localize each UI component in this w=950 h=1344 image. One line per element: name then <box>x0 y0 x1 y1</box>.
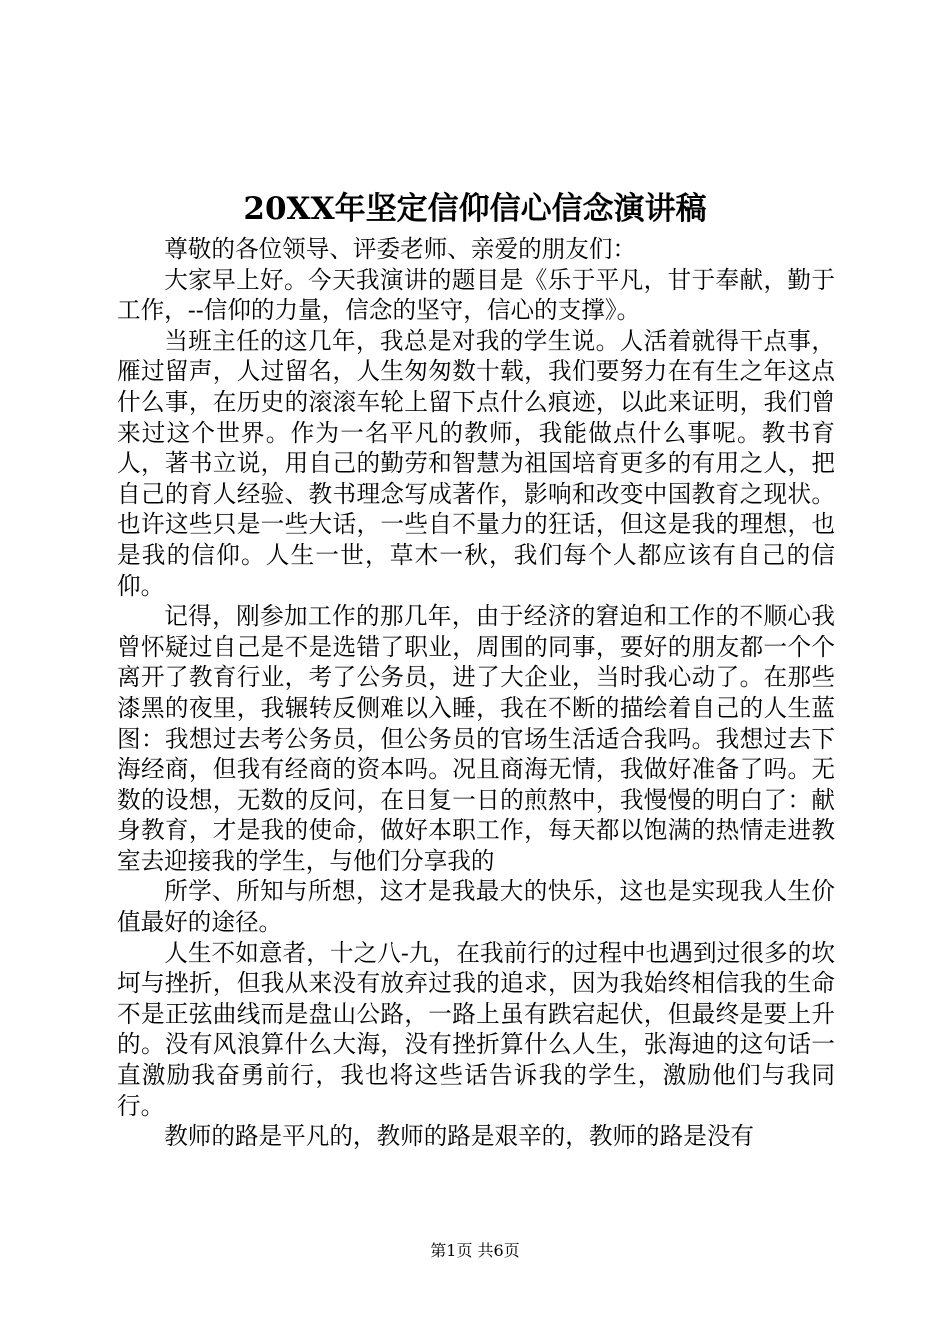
paragraph-head-teacher: 当班主任的这几年，我总是对我的学生说。人活着就得干点事，雁过留声，人过留名，人生匆匆数十载，我们要努力在有生之年这点什么事，在历史的滚滚车轮上留下点什么痕迹，以此来证明，我们曾来过这个世界。作为一名平凡的教师，我能做点什么事呢。教书育人，著书立说，用自己的勤劳和智慧为祖国培育更多的有用之人，把自己的育人经验、教书理念写成著作，影响和改变中国教育之现状。也许这些只是一些大话，一些自不量力的狂话，但这是我的理想，也是我的信仰。人生一世，草木一秋，我们每个人都应该有自己的信仰。 <box>117 326 835 600</box>
paragraph-setbacks: 人生不如意者，十之八-九，在我前行的过程中也遇到过很多的坎坷与挫折，但我从来没有放弃过我的追求，因为我始终相信我的生命不是正弦曲线而是盘山公路，一路上虽有跌宕起伏，但最终是要上升的。没有风浪算什么大海，没有挫折算什么人生，张海迪的这句话一直激励我奋勇前行，我也将这些话告诉我的学生，激励他们与我同行。 <box>117 938 835 1120</box>
paragraph-salutation: 尊敬的各位领导、评委老师、亲爱的朋友们： <box>164 235 637 263</box>
document-body <box>117 234 835 1152</box>
paragraph-greeting: 大家早上好。今天我演讲的题目是《乐于平凡，甘于奉献，勤于工作，--信仰的力量，信念的坚守，信心的支撑》。 <box>117 265 835 325</box>
document-title: 20XX年坚定信仰信心信念演讲稿 <box>243 191 707 227</box>
paragraph-early-career: 记得，刚参加工作的那几年，由于经济的窘迫和工作的不顺心我曾怀疑过自己是不是选错了职业，周围的同事，要好的朋友都一个个离开了教育行业，考了公务员，进了大企业，当时我心动了。在那些漆黑的夜里，我辗转反侧难以入睡，我在不断的描绘着自己的人生蓝图：我想过去考公务员，但公务员的官场生活适合我吗。我想过去下海经商，但我有经商的资本吗。况且商海无情，我做好准备了吗。无数的设想，无数的反问，在日复一日的煎熬中，我慢慢的明白了：献身教育，才是我的使命，做好本职工作，每天都以饱满的热情走进教室去迎接我的学生，与他们分享我的 <box>117 602 835 875</box>
paragraph-teacher-road: 教师的路是平凡的，教师的路是艰辛的，教师的路是没有 <box>164 1122 755 1151</box>
paragraph-life-value: 所学、所知与所想，这才是我最大的快乐，这也是实现我人生价值最好的途径。 <box>117 877 835 937</box>
page-number-footer: 第1页 共6页 <box>430 1241 520 1260</box>
